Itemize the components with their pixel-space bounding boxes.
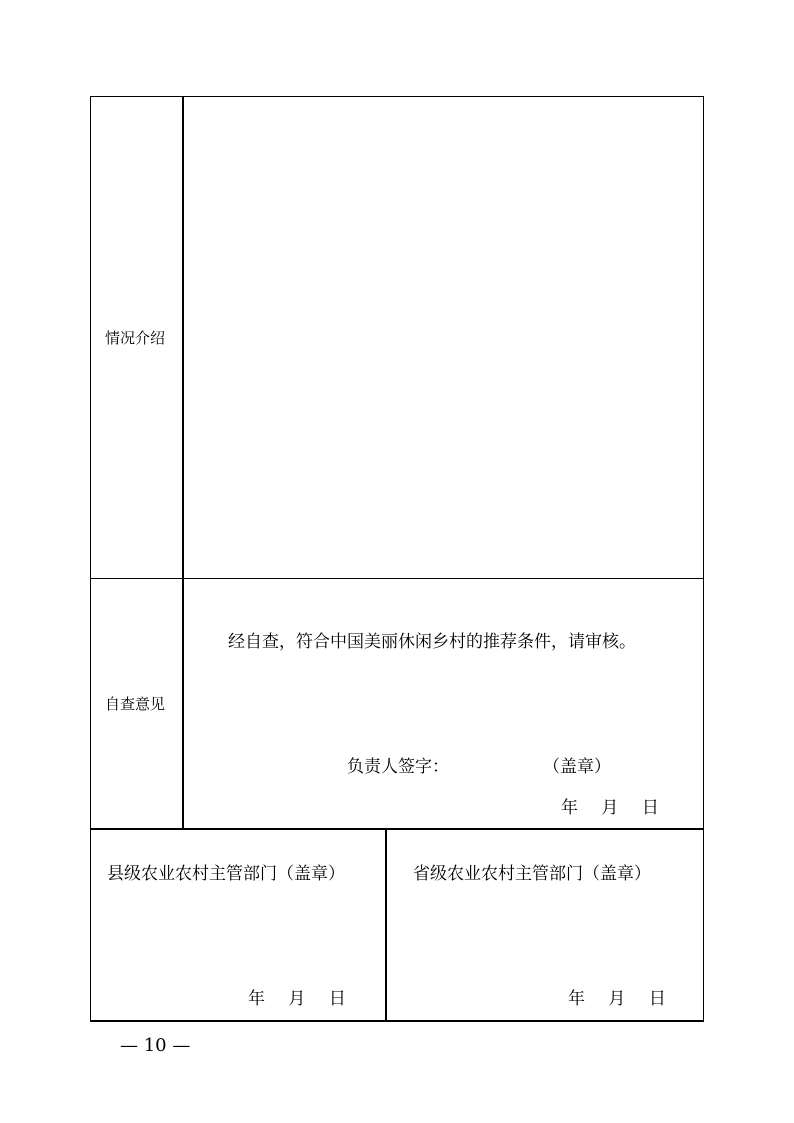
date-month: 月 <box>601 798 619 818</box>
province-department-label: 省级农业农村主管部门（盖章） <box>413 864 651 884</box>
date-month: 月 <box>288 989 306 1009</box>
table-right-border <box>703 96 704 1022</box>
self-check-date <box>561 797 659 819</box>
self-check-statement: 经自查，符合中国美丽休闲乡村的推荐条件，请审核。 <box>228 632 636 652</box>
date-day: 日 <box>328 989 346 1009</box>
departments-divider <box>385 829 387 1021</box>
county-department-label: 县级农业农村主管部门（盖章） <box>107 864 345 884</box>
self-check-label: 自查意见 <box>105 695 166 713</box>
page-number: — 10 — <box>120 1035 191 1056</box>
date-day: 日 <box>648 989 666 1009</box>
seal-label: （盖章） <box>543 757 611 777</box>
date-month: 月 <box>608 989 626 1009</box>
signature-label: 负责人签字： <box>347 757 449 777</box>
date-day: 日 <box>641 798 659 818</box>
label-column-divider <box>182 96 184 829</box>
intro-label: 情况介绍 <box>105 329 166 347</box>
county-date <box>248 988 346 1010</box>
date-year: 年 <box>561 798 578 818</box>
table-bottom-border <box>90 1020 704 1022</box>
province-date <box>568 988 666 1010</box>
date-year: 年 <box>568 989 585 1009</box>
table-left-border <box>90 96 91 1022</box>
date-year: 年 <box>248 989 265 1009</box>
